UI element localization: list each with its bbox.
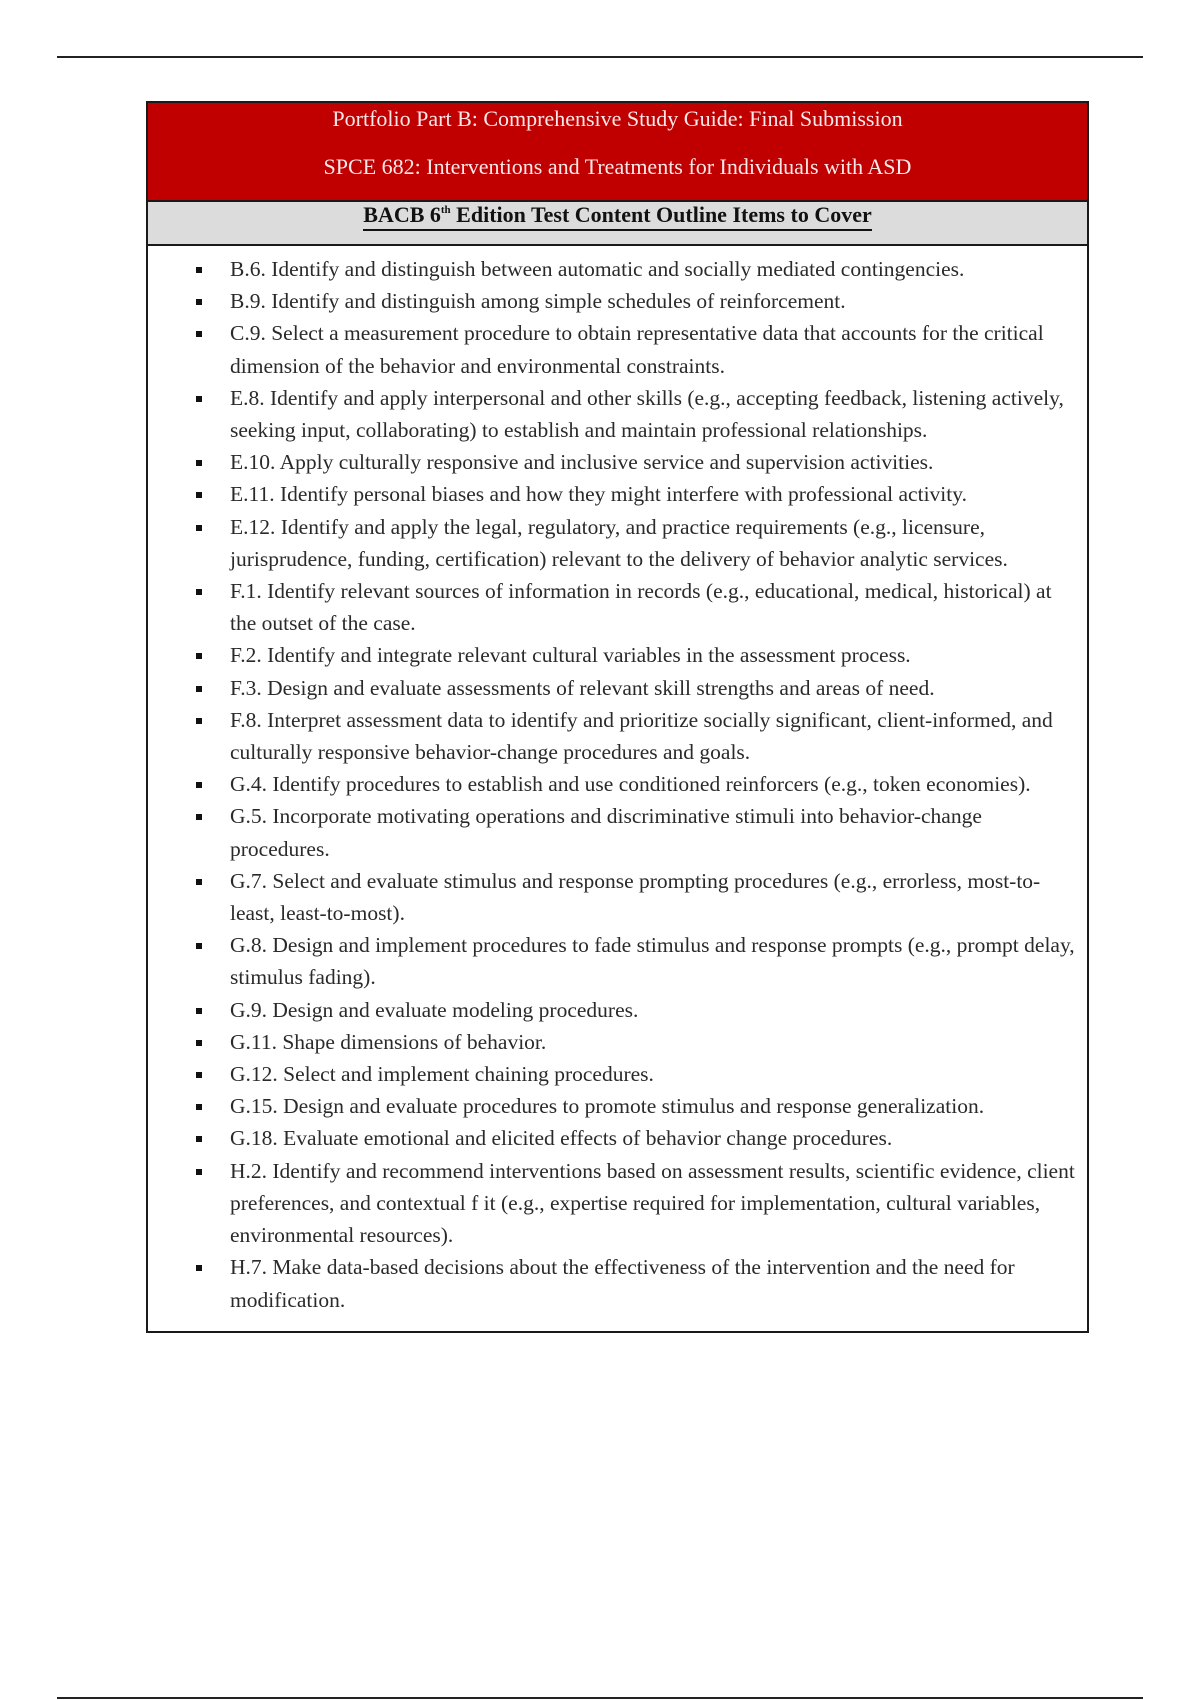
list-item-text: G.12. Select and implement chaining procedures. <box>230 1062 654 1087</box>
list-item <box>148 253 1087 285</box>
outline-item-list <box>148 246 1087 1331</box>
square-bullet-icon <box>196 1104 202 1110</box>
list-item <box>148 639 1087 671</box>
list-item <box>148 317 1087 381</box>
list-item <box>148 1251 1087 1315</box>
list-item <box>148 575 1087 639</box>
square-bullet-icon <box>196 1072 202 1078</box>
square-bullet-icon <box>196 782 202 788</box>
list-item <box>148 704 1087 768</box>
list-item-text: G.5. Incorporate motivating operations and discriminative stimuli into behavior-change procedures. <box>230 804 982 861</box>
outline-title-superscript: th <box>440 204 451 216</box>
list-item-text: C.9. Select a measurement procedure to obtain representative data that accounts for the critical dimension of the behavior and environmental constraints. <box>230 321 1044 378</box>
list-item <box>148 1122 1087 1154</box>
square-bullet-icon <box>196 525 202 531</box>
bottom-rule <box>57 1697 1143 1699</box>
square-bullet-icon <box>196 814 202 820</box>
outline-header <box>148 200 1087 246</box>
list-item-text: H.2. Identify and recommend interventions based on assessment results, scientific evidence, client preferences, and contextual f it (e.g., expertise required for implementation, cultural variables, environmental resources). <box>230 1158 1075 1248</box>
square-bullet-icon <box>196 943 202 949</box>
square-bullet-icon <box>196 299 202 305</box>
top-rule <box>57 56 1143 58</box>
course-title: SPCE 682: Interventions and Treatments for Individuals with ASD <box>323 154 912 179</box>
list-item-text: G.8. Design and implement procedures to fade stimulus and response prompts (e.g., prompt delay, stimulus fading). <box>230 933 1075 990</box>
list-item <box>148 994 1087 1026</box>
list-item <box>148 672 1087 704</box>
list-item-text: E.10. Apply culturally responsive and inclusive service and supervision activities. <box>230 450 934 475</box>
outline-title <box>363 202 871 231</box>
square-bullet-icon <box>196 1169 202 1175</box>
list-item-text: E.8. Identify and apply interpersonal and other skills (e.g., accepting feedback, listening actively, seeking input, collaborating) to establish and maintain professional relationships. <box>230 385 1064 443</box>
square-bullet-icon <box>196 1040 202 1046</box>
list-item <box>148 1058 1087 1090</box>
square-bullet-icon <box>196 1136 202 1142</box>
list-item <box>148 1155 1087 1252</box>
title-banner <box>148 103 1087 200</box>
square-bullet-icon <box>196 267 202 273</box>
portfolio-title: Portfolio Part B: Comprehensive Study Guide: Final Submission <box>332 106 903 131</box>
list-item <box>148 285 1087 317</box>
square-bullet-icon <box>196 331 202 337</box>
list-item-text: G.7. Select and evaluate stimulus and response prompting procedures (e.g., errorless, most-to-least, least-to-most). <box>230 868 1041 926</box>
square-bullet-icon <box>196 879 202 885</box>
list-item-text: F.3. Design and evaluate assessments of relevant skill strengths and areas of need. <box>230 675 935 700</box>
list-item-text: B.6. Identify and distinguish between automatic and socially mediated contingencies. <box>230 257 965 281</box>
list-item <box>148 1090 1087 1122</box>
outline-title-end: Edition Test Content Outline Items to Cover <box>450 202 872 227</box>
outline-title-start: BACB 6 <box>363 202 441 227</box>
list-item-text: G.11. Shape dimensions of behavior. <box>230 1029 547 1054</box>
list-item-text: G.4. Identify procedures to establish and use conditioned reinforcers (e.g., token economies). <box>230 772 1031 797</box>
square-bullet-icon <box>196 396 202 402</box>
list-item <box>148 929 1087 993</box>
list-item <box>148 768 1087 800</box>
square-bullet-icon <box>196 1008 202 1014</box>
square-bullet-icon <box>196 460 202 466</box>
square-bullet-icon <box>196 718 202 724</box>
list-item <box>148 800 1087 864</box>
list-item <box>148 478 1087 510</box>
list-item-text: G.9. Design and evaluate modeling procedures. <box>230 997 639 1022</box>
list-item <box>148 511 1087 575</box>
list-item <box>148 865 1087 929</box>
list-item <box>148 382 1087 446</box>
study-guide-table <box>146 101 1089 1333</box>
square-bullet-icon <box>196 492 202 498</box>
list-item <box>148 446 1087 478</box>
list-item-text: F.8. Interpret assessment data to identify and prioritize socially significant, client-informed, and culturally responsive behavior-change procedures and goals. <box>230 707 1053 765</box>
list-item-text: G.15. Design and evaluate procedures to promote stimulus and response generalization. <box>230 1094 985 1119</box>
list-item-text: E.12. Identify and apply the legal, regulatory, and practice requirements (e.g., licensure, jurisprudence, funding, certification) relevant to the delivery of behavior analytic services. <box>230 514 1008 571</box>
list-item-text: E.11. Identify personal biases and how they might interfere with professional activity. <box>230 482 967 507</box>
list-item-text: G.18. Evaluate emotional and elicited effects of behavior change procedures. <box>230 1126 893 1151</box>
square-bullet-icon <box>196 653 202 659</box>
square-bullet-icon <box>196 589 202 595</box>
square-bullet-icon <box>196 686 202 692</box>
square-bullet-icon <box>196 1265 202 1271</box>
list-item <box>148 1026 1087 1058</box>
list-item-text: F.2. Identify and integrate relevant cultural variables in the assessment process. <box>230 643 911 668</box>
list-item-text: B.9. Identify and distinguish among simple schedules of reinforcement. <box>230 289 846 314</box>
list-item-text: H.7. Make data-based decisions about the effectiveness of the intervention and the need for modification. <box>230 1255 1015 1312</box>
list-item-text: F.1. Identify relevant sources of information in records (e.g., educational, medical, historical) at the outset of the case. <box>230 579 1052 636</box>
